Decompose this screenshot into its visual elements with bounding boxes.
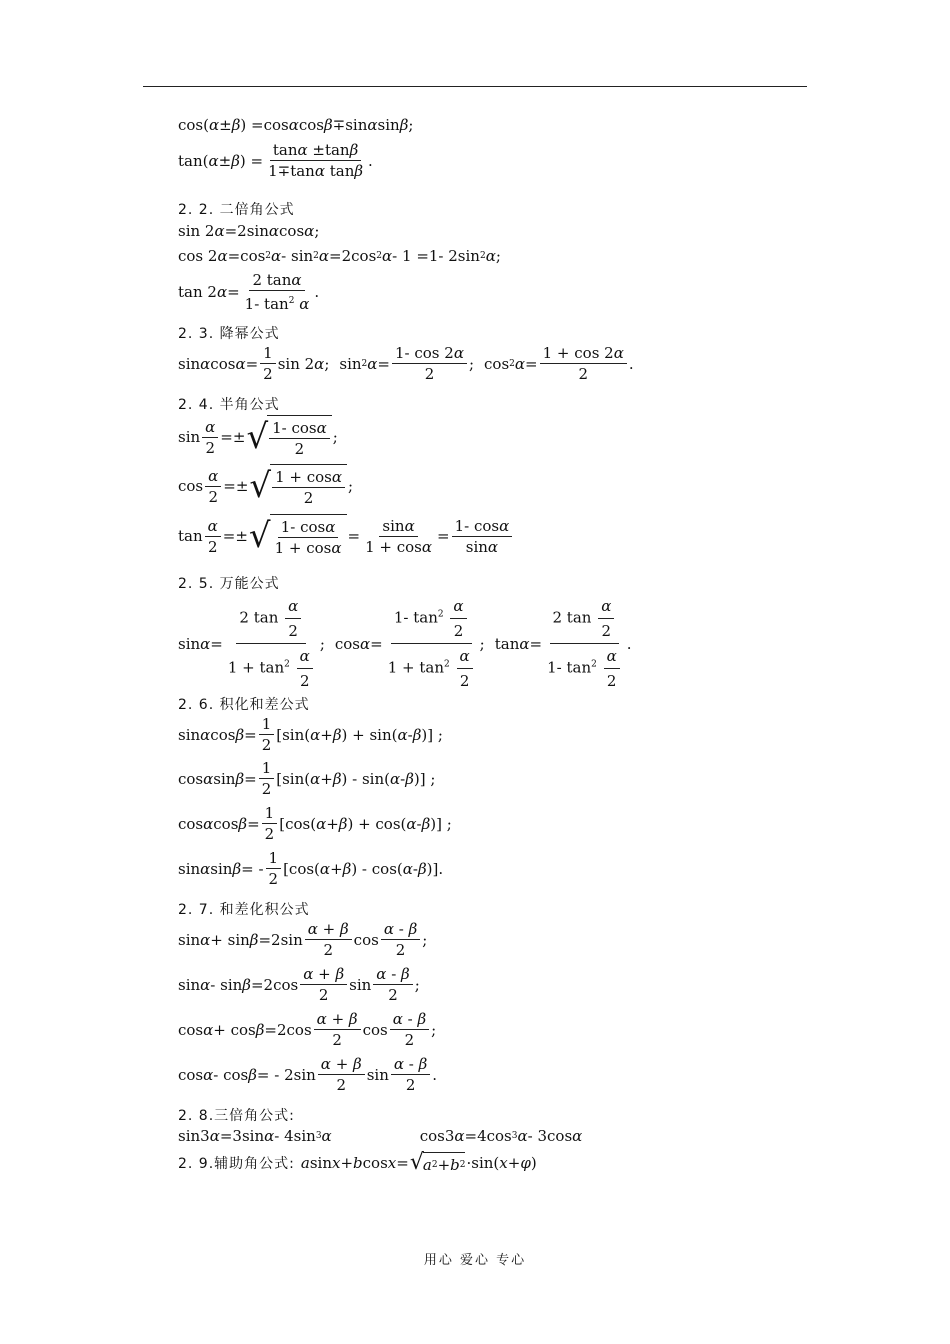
heading-2-3: 2. 3. 降幂公式 — [178, 326, 280, 342]
formula-diff-sin: sin α - sin β =2cos $\frac{\alpha + \beta}{2}$ sin $\frac{\alpha - \beta}{2}$ ; — [178, 965, 420, 1004]
heading-2-4: 2. 4. 半角公式 — [178, 397, 280, 413]
formula-tan2a: tan 2 α = $\frac{2 \tan\alpha}{1- \tan^2 \alpha}$ . — [178, 271, 320, 313]
formula-cos-sum: cos( α ± β ) =cos α cos β ∓sin α sin β ; — [178, 116, 414, 134]
formula-product-sin-sin: sin α sin β = - $\frac{1}{2}$ [cos( α + β ) - cos( α - β )]. — [178, 849, 444, 888]
formula-power-reduction: sin α cos α = $\frac{1}{2}$ sin 2 α ; sin 2 α = $\frac{1- \cos 2\alpha}{2}$ ; cos 2 α = $\frac{1 + \cos 2\alpha}{2}$ . — [178, 344, 634, 383]
formula-universal: sin α = 2 tan $\frac{\alpha}{2}$ $1 + \tan^2$ $\frac{\alpha}{2}$ ; cos α = 1- $\tan^2$ $\frac{\alpha}{2}$ $1 + \tan^2$ $\frac{\alpha}{2}$ ; tan α = 2 tan $\frac{\alpha}{2}$ 1- $\tan^2$ $\frac{\alpha}{2}$ . — [178, 594, 632, 693]
formula-sin2a: sin 2 α =2sin α cos α ; — [178, 222, 320, 240]
formula-diff-cos: cos α - cos β = - 2sin $\frac{\alpha + \beta}{2}$ sin $\frac{\alpha - \beta}{2}$ . — [178, 1055, 438, 1094]
formula-sum-sin: sin α + sin β =2sin $\frac{\alpha + \beta}{2}$ cos $\frac{\alpha - \beta}{2}$ ; — [178, 920, 428, 959]
header-rule — [143, 86, 807, 87]
heading-2-8: 2. 8.三倍角公式: — [178, 1108, 295, 1124]
formula-sin-half: sin $\frac{\alpha}{2}$ =± √ $\frac{1- \cos\alpha}{2}$ ; — [178, 417, 338, 458]
formula-product-cos-sin: cos α sin β = $\frac{1}{2}$ [sin( α + β ) - sin( α - β )] ; — [178, 759, 436, 798]
formula-tan-half: tan $\frac{\alpha}{2}$ =± √ $\frac{1- \cos\alpha}{1 + \cos\alpha}$ = $\frac{\sin\alpha}{1 + \cos\alpha}$ = $\frac{1- \cos\alpha}{\sin\alpha}$ — [178, 514, 514, 558]
heading-2-6: 2. 6. 积化和差公式 — [178, 697, 310, 713]
formula-cos-half: cos $\frac{\alpha}{2}$ =± √ $\frac{1 + \cos\alpha}{2}$ ; — [178, 466, 354, 507]
formula-cos2a: cos 2 α =cos 2 α - sin 2 α =2cos 2 α - 1 =1- 2sin 2 α ; — [178, 247, 501, 265]
formula-triple-angle: sin3 α =3sin α - 4sin 3 α cos3 α =4cos 3 α - 3cos α — [178, 1127, 583, 1145]
heading-2-5: 2. 5. 万能公式 — [178, 576, 280, 592]
formula-auxiliary-angle: 2. 9.辅助角公式: a sin x + b cos x = √ a 2 + b 2 ·sin( x + φ ) — [178, 1150, 537, 1175]
heading-2-2: 2. 2. 二倍角公式 — [178, 202, 295, 218]
formula-product-sin-cos: sin α cos β = $\frac{1}{2}$ [sin( α + β ) + sin( α - β )] ; — [178, 715, 443, 754]
formula-tan-sum: tan( α ± β ) = $\frac{\tan\alpha \pm\tan\beta}{\text{1∓tanα tanβ}}$ . — [178, 141, 373, 180]
heading-2-9: 2. 9.辅助角公式: — [178, 1156, 295, 1172]
heading-2-7: 2. 7. 和差化积公式 — [178, 902, 310, 918]
formula-product-cos-cos: cos α cos β = $\frac{1}{2}$ [cos( α + β ) + cos( α - β )] ; — [178, 804, 452, 843]
page-footer: 用心 爱心 专心 — [423, 1253, 527, 1268]
formula-sum-cos: cos α + cos β =2cos $\frac{\alpha + \beta}{2}$ cos $\frac{\alpha - \beta}{2}$ ; — [178, 1010, 437, 1049]
